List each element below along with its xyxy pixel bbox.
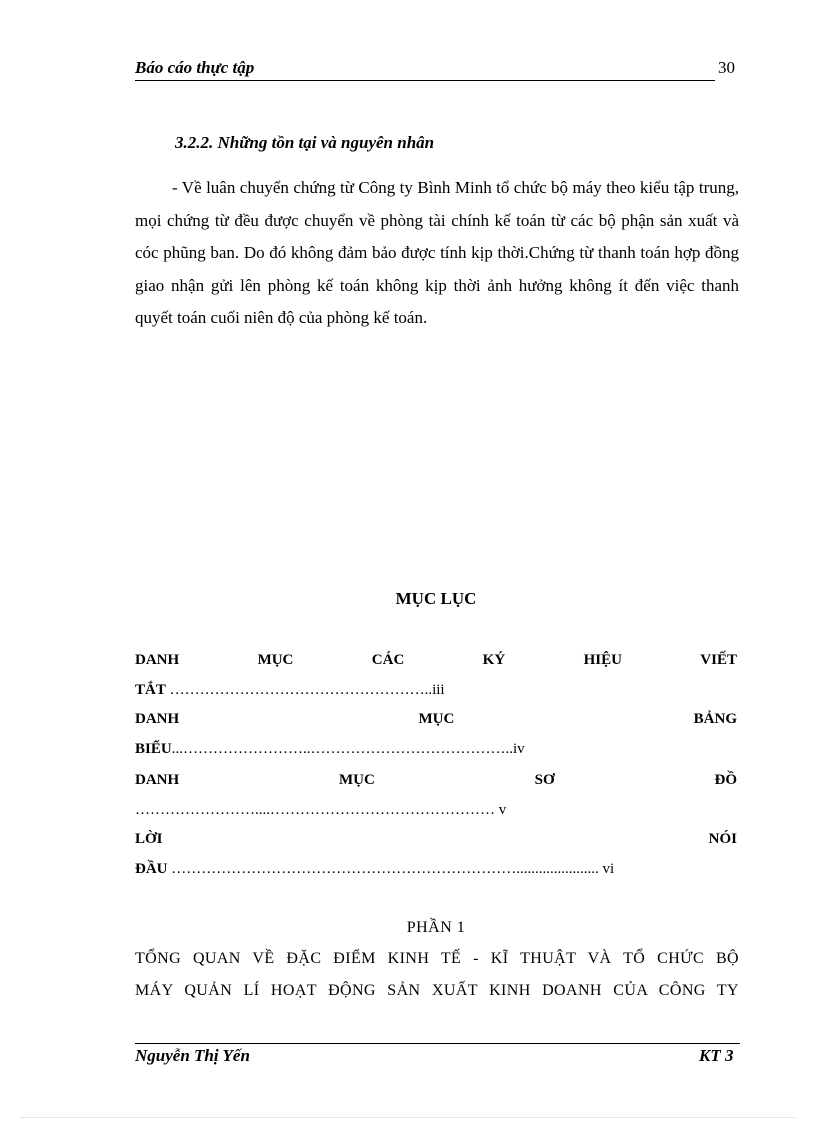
toc-word: VIẾT <box>700 652 737 668</box>
section-heading: 3.2.2. Những tồn tại và nguyên nhân <box>175 133 435 152</box>
page-bottom-border <box>20 1117 796 1118</box>
toc-entry-2-words <box>135 711 737 728</box>
paragraph-text: - Về luân chuyển chứng từ Công ty Bình Minh tổ chức bộ máy theo kiểu tập trung, mọi chứng từ đều được chuyển về phòng tài chính kế toán từ các bộ phận sản xuất và cóc phũng ban. Do đó không đảm bảo được tính kịp thời.Chứng từ thanh toán hợp đồng giao nhận gửi lên phòng kế toán không kịp thời ảnh hưởng không ít đến việc thanh quyết toán cuối niên độ của phòng kế toán. <box>135 178 739 327</box>
toc-entry-3-continuation <box>135 802 506 819</box>
toc-title: MỤC LỤC <box>395 589 477 608</box>
footer-author: Nguyễn Thị Yến <box>135 1046 250 1065</box>
toc-word: BẢNG <box>693 711 737 727</box>
toc-word: KÝ <box>482 652 506 668</box>
toc-word: HIỆU <box>583 652 622 668</box>
toc-page-number: iv <box>512 741 525 757</box>
toc-word: ĐỒ <box>714 772 737 788</box>
toc-page-number: v <box>498 802 507 818</box>
section-paragraph <box>135 172 739 335</box>
toc-word: MỤC <box>418 711 455 727</box>
toc-word: MỤC <box>339 772 375 788</box>
toc-entry-4-words <box>135 831 737 848</box>
toc-leader: ……………………………………………………………...................... <box>167 861 603 877</box>
toc-word: BIỂU <box>135 741 172 757</box>
toc-word: DANH <box>135 652 180 668</box>
footer-divider <box>135 1043 740 1044</box>
toc-leader: …………………………………………….. <box>165 682 433 698</box>
footer-class-code: KT 3 <box>699 1046 734 1065</box>
part-title: PHẦN 1 <box>406 919 466 936</box>
toc-word: ĐẦU <box>135 861 168 877</box>
toc-word: DANH <box>135 711 180 727</box>
toc-word: LỜI <box>135 831 163 847</box>
toc-word: DANH <box>135 772 180 788</box>
part-heading-line-1: TỔNG QUAN VỀ ĐẶC ĐIỂM KINH TẾ - KĨ THUẬT VÀ TỔ CHỨC BỘ <box>135 950 739 967</box>
toc-entry-1-continuation <box>135 682 445 699</box>
part-heading-line-2: MÁY QUẢN LÍ HOẠT ĐỘNG SẢN XUẤT KINH DOANH CỦA CÔNG TY <box>135 982 739 999</box>
toc-word: TẮT <box>135 682 166 698</box>
toc-word: MỤC <box>257 652 294 668</box>
toc-entry-1-words <box>135 652 737 669</box>
toc-word: NÓI <box>708 831 737 847</box>
toc-entry-3-words <box>135 772 737 789</box>
toc-leader: ...……………………..………………………………….. <box>171 741 513 757</box>
toc-page-number: vi <box>602 861 615 877</box>
toc-word: SƠ <box>534 772 555 788</box>
toc-entry-4-continuation <box>135 861 614 878</box>
header-title: Báo cáo thực tập <box>135 58 255 77</box>
toc-page-number: iii <box>432 682 445 698</box>
header-divider <box>135 80 715 81</box>
page-number: 30 <box>718 58 735 77</box>
toc-entry-2-continuation <box>135 741 525 758</box>
toc-word: CÁC <box>371 652 405 668</box>
toc-leader: ……………………....……………………………………… <box>135 802 499 818</box>
